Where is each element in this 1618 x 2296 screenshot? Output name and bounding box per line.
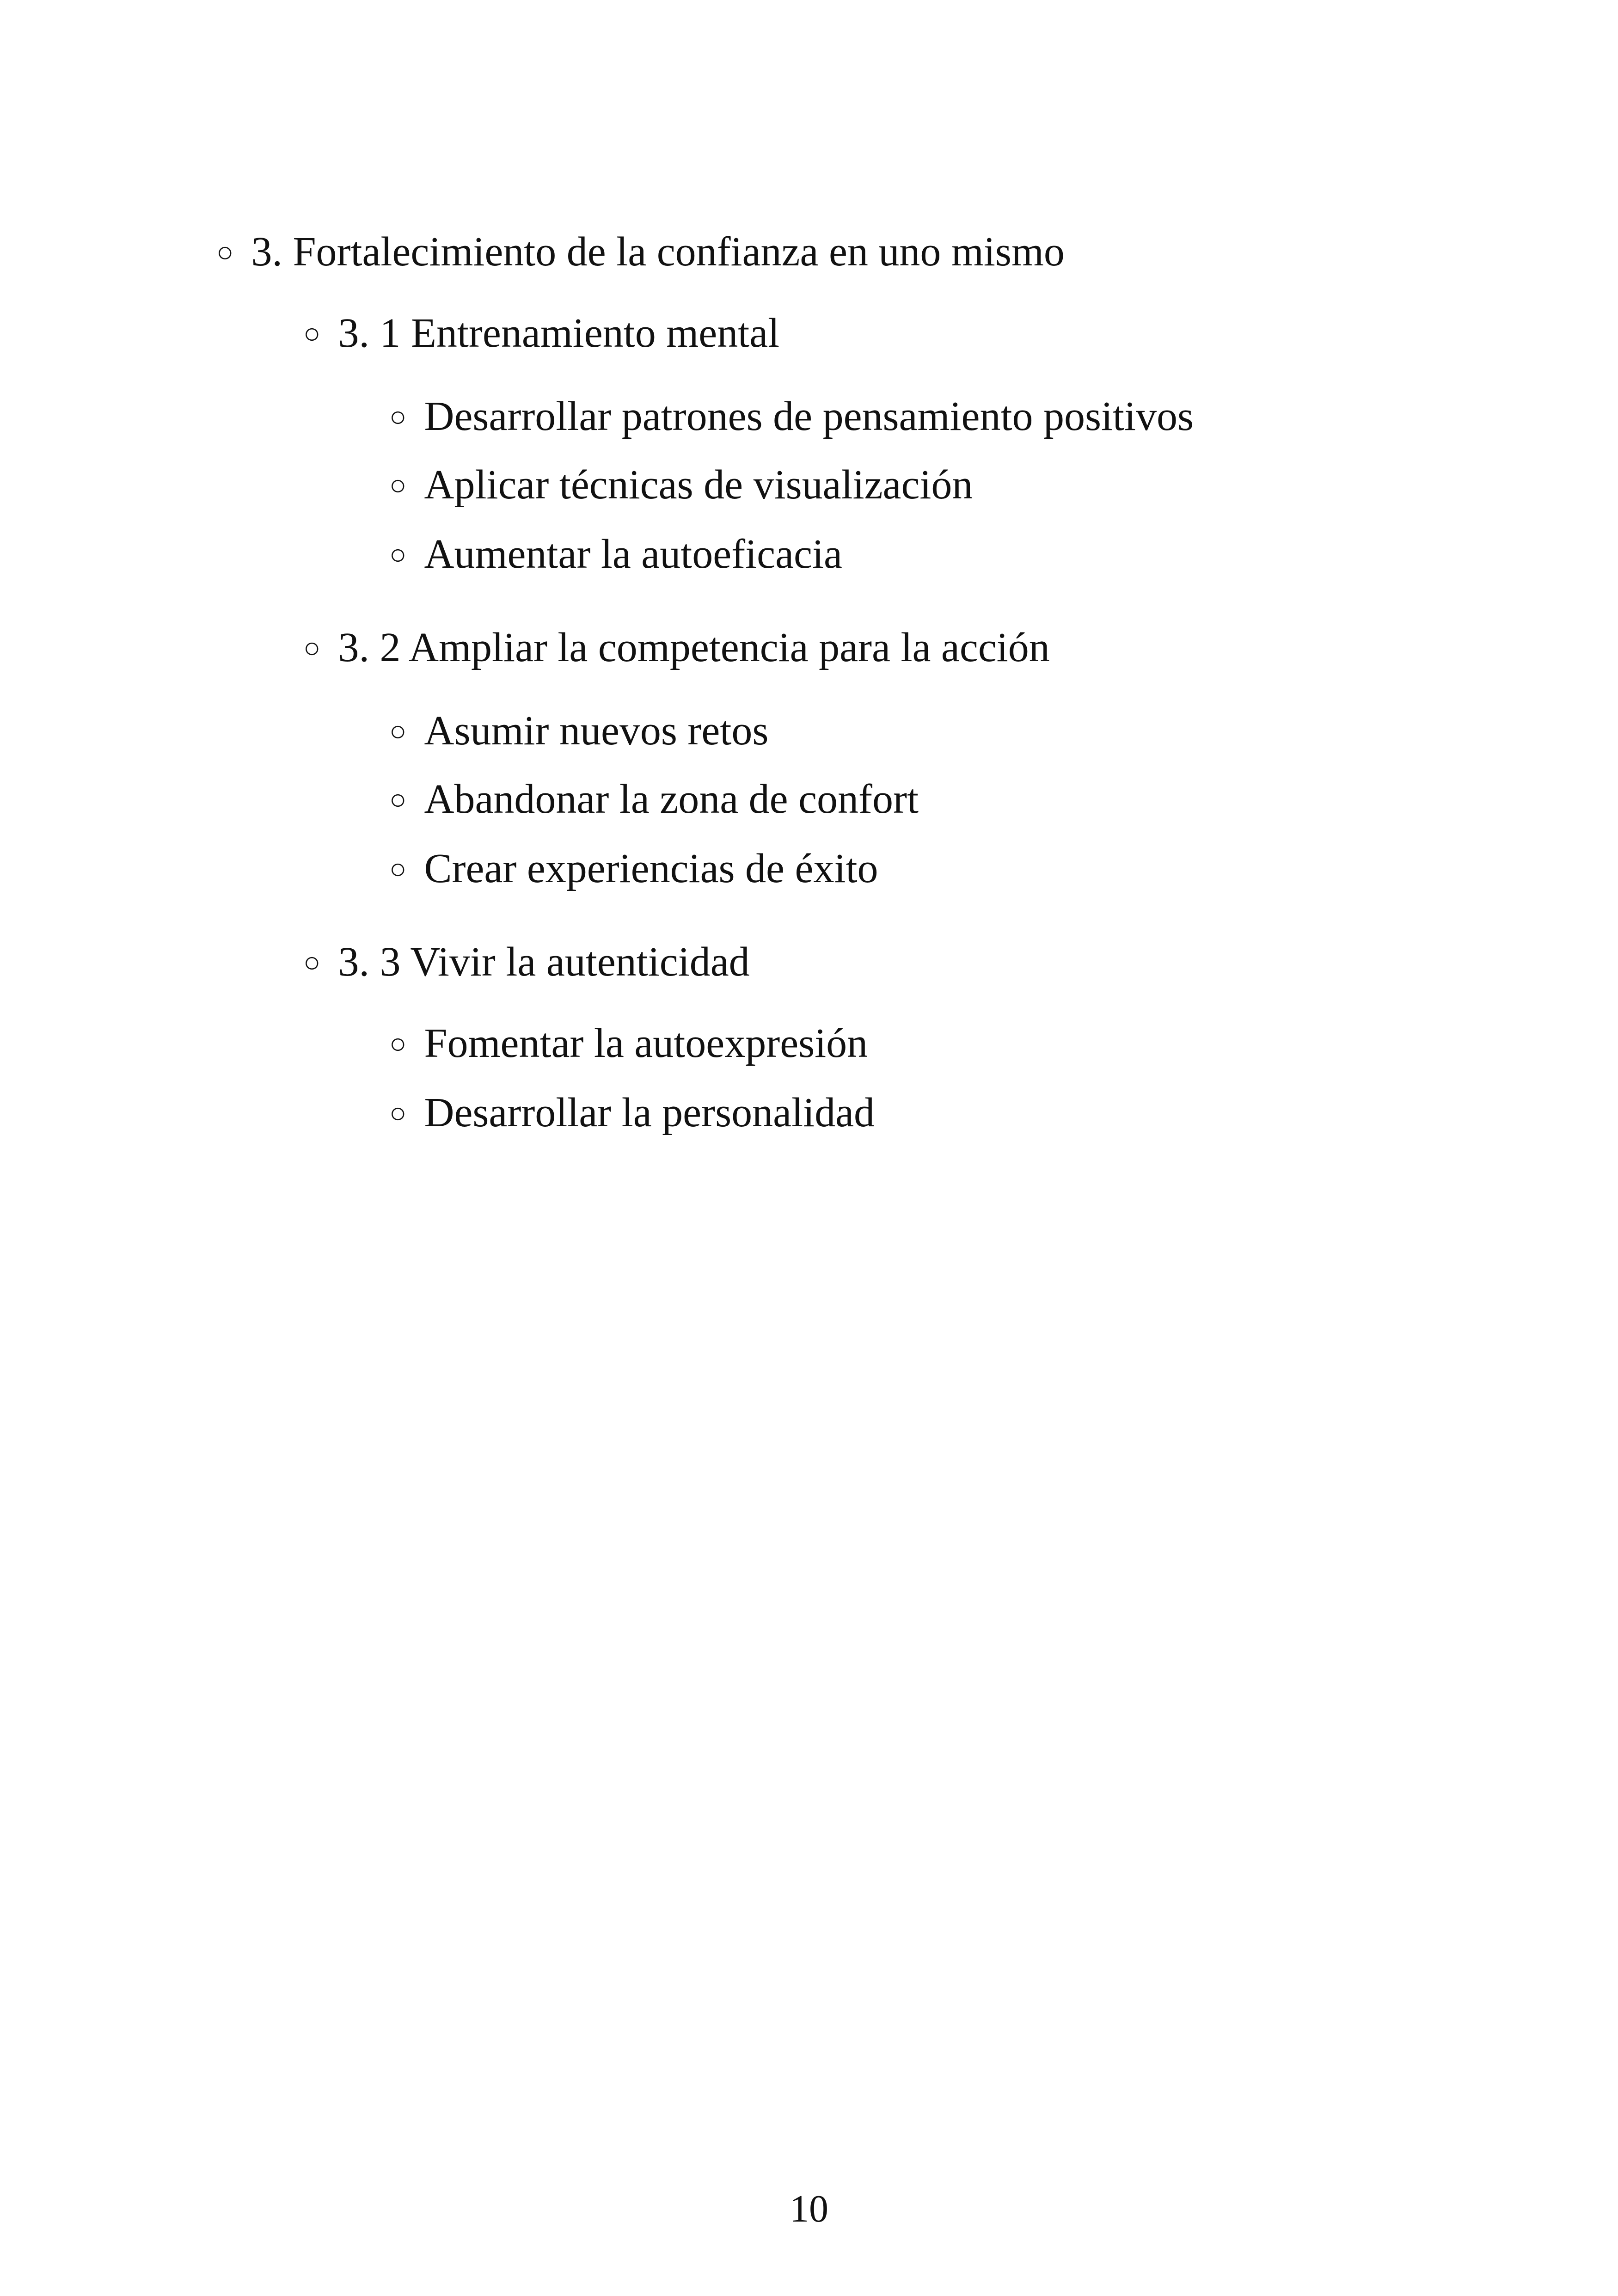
- outline-item-label: 3. Fortalecimiento de la confianza en uno mismo: [251, 229, 1065, 275]
- outline-item-label: Desarrollar la personalidad: [424, 1090, 875, 1136]
- outline-item-label: Aplicar técnicas de visualización: [424, 462, 973, 508]
- hollow-circle-bullet-icon: ○: [389, 401, 407, 433]
- outline-item-label: 3. 2 Ampliar la competencia para la acción: [338, 625, 1050, 670]
- outline-item-label: 3. 3 Vivir la autenticidad: [338, 939, 750, 985]
- hollow-circle-bullet-icon: ○: [389, 853, 407, 885]
- outline-item-label: Abandonar la zona de confort: [424, 776, 919, 822]
- outline-item-label: Desarrollar patrones de pensamiento positivos: [424, 393, 1194, 439]
- outline-item: [389, 1092, 875, 1134]
- outline-item-label: Asumir nuevos retos: [424, 708, 769, 754]
- outline-item-subsection-3-1: [303, 310, 780, 356]
- outline-item-section-3: [216, 231, 1065, 273]
- outline-item-subsection-3-2: [303, 627, 1050, 669]
- outline-item-subsection-3-3: [303, 941, 750, 983]
- outline-item: [389, 393, 1194, 439]
- hollow-circle-bullet-icon: ○: [389, 1028, 407, 1060]
- hollow-circle-bullet-icon: ○: [303, 318, 321, 350]
- outline-item: [389, 531, 842, 577]
- outline-item: [389, 1020, 868, 1066]
- hollow-circle-bullet-icon: ○: [389, 470, 407, 501]
- outline-item: [389, 464, 973, 506]
- hollow-circle-bullet-icon: ○: [389, 539, 407, 571]
- hollow-circle-bullet-icon: ○: [389, 1098, 407, 1129]
- outline-item-label: Fomentar la autoexpresión: [424, 1020, 868, 1066]
- hollow-circle-bullet-icon: ○: [389, 784, 407, 816]
- outline-item: [389, 710, 768, 752]
- outline-item-label: 3. 1 Entrenamiento mental: [338, 310, 780, 356]
- hollow-circle-bullet-icon: ○: [303, 632, 321, 664]
- outline-item: [389, 776, 919, 822]
- page-number: 10: [790, 2187, 828, 2230]
- outline-item-label: Crear experiencias de éxito: [424, 846, 878, 891]
- hollow-circle-bullet-icon: ○: [389, 716, 407, 747]
- outline-item: [389, 848, 878, 890]
- hollow-circle-bullet-icon: ○: [303, 947, 321, 978]
- outline-item-label: Aumentar la autoeficacia: [424, 531, 842, 577]
- hollow-circle-bullet-icon: ○: [216, 237, 234, 268]
